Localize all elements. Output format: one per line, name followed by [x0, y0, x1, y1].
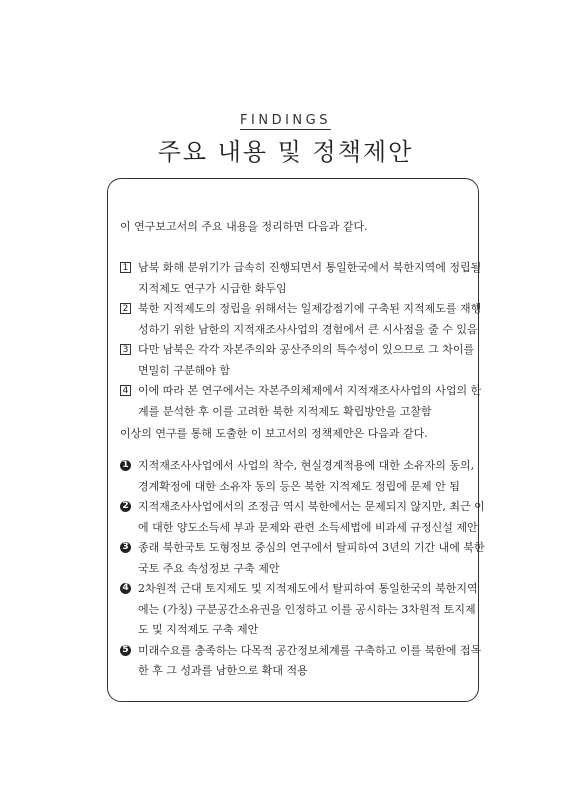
item-text: 2차원적 근대 토지제도 및 지적제도에서 탈피하여 통일한국의 북한지역 — [138, 582, 478, 595]
policy-item — [120, 497, 485, 538]
findings-label: FINDINGS — [240, 113, 331, 128]
policy-item — [120, 579, 478, 641]
number-circle-icon: 5 — [120, 645, 131, 656]
item-text: 남북 화해 분위기가 급속히 진행되면서 통일한국에서 북한지역에 정립될 — [138, 261, 482, 274]
item-text: 면밀히 구분해야 함 — [138, 363, 231, 377]
summary-intro: 이 연구보고서의 주요 내용을 정리하면 다음과 같다. — [120, 220, 368, 233]
item-text: 국토 주요 속성정보 구축 제안 — [138, 561, 280, 575]
number-box-icon: 1 — [120, 262, 131, 273]
summary-item — [120, 340, 475, 381]
item-text: 지적제도 연구가 시급한 화두임 — [138, 281, 287, 295]
item-text: 종래 북한국토 도형정보 중심의 연구에서 탈피하여 3년의 기간 내에 북한 — [138, 541, 485, 554]
number-box-icon: 2 — [120, 303, 131, 314]
item-text: 지적재조사사업에서 사업의 착수, 현실경계적용에 대한 소유자의 동의, — [138, 459, 475, 472]
policy-item — [120, 538, 485, 579]
item-text: 한 후 그 성과를 남한으로 확대 적용 — [138, 664, 308, 677]
number-circle-icon: 2 — [120, 501, 131, 512]
number-circle-icon: 1 — [120, 460, 131, 471]
item-text: 북한 지적제도의 정립을 위해서는 일제강점기에 구축된 지적제도를 재행 — [138, 302, 482, 315]
item-text: 경계확정에 대한 소유자 동의 등은 북한 지적제도 정립에 문제 안 됨 — [138, 479, 460, 493]
item-text: 이에 따라 본 연구에서는 자본주의체제에서 지적재조사사업의 사업의 한 — [138, 384, 482, 397]
number-box-icon: 4 — [120, 385, 131, 396]
item-text: 도 및 지적제도 구축 제안 — [138, 623, 259, 636]
page-title: 주요 내용 및 정책제안 — [157, 138, 414, 166]
number-circle-icon: 3 — [120, 542, 131, 553]
item-text: 지적재조사사업에서의 조정금 역시 북한에서는 문제되지 않지만, 최근 이 — [138, 500, 485, 513]
policy-intro: 이상의 연구를 통해 도출한 이 보고서의 정책제안은 다음과 같다. — [120, 427, 428, 440]
number-circle-icon: 4 — [120, 583, 131, 594]
item-text: 에는 (가칭) 구분공간소유권을 인정하고 이를 공시하는 3차원적 토지제 — [138, 602, 476, 616]
item-text: 다만 남북은 각각 자본주의와 공산주의의 특수성이 있으므로 그 차이를 — [138, 343, 475, 356]
summary-item — [120, 381, 482, 422]
item-text: 계를 분석한 후 이를 고려한 북한 지적제도 확립방안을 고찰함 — [138, 404, 432, 418]
summary-item — [120, 299, 482, 340]
item-text: 에 대한 양도소득세 부과 문제와 관련 소득세법에 비과세 규정신설 제안 — [138, 520, 478, 534]
number-box-icon: 3 — [120, 344, 131, 355]
policy-item — [120, 641, 482, 682]
summary-item — [120, 258, 482, 299]
item-text: 미래수요를 충족하는 다목적 공간정보체계를 구축하고 이를 북한에 접목 — [138, 643, 482, 657]
policy-item — [120, 456, 475, 497]
item-text: 성하기 위한 남한의 지적재조사사업의 경험에서 큰 시사점을 줄 수 있음 — [138, 322, 478, 336]
policy-list — [120, 456, 485, 682]
summary-list — [120, 258, 482, 422]
